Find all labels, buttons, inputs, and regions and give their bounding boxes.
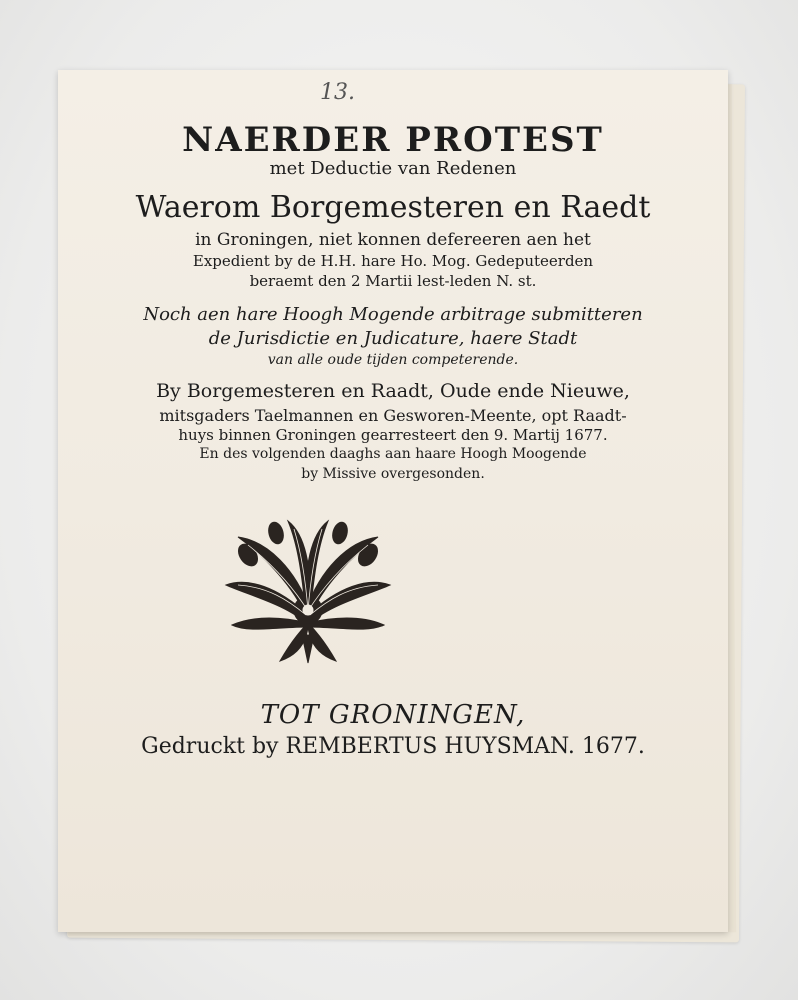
subtitle-line-1: met Deductie van Redenen (269, 158, 517, 179)
title-page (58, 70, 728, 932)
subtitle-line-5: beraemt den 2 Martii lest-leden N. st. (249, 272, 537, 290)
imprint-printer: Gedruckt by REMBERTUS HUYSMAN. 1677. (141, 734, 645, 759)
page-title: NAERDER PROTEST (182, 120, 604, 160)
subtitle-line-3: in Groningen, niet konnen defereeren aen het (195, 230, 591, 250)
floral-vignette-icon (218, 515, 398, 665)
italic-line-3: van alle oude tijden competerende. (267, 352, 519, 368)
italic-line-2: de Jurisdictie en Judicature, haere Stadt (208, 328, 578, 349)
authority-line-1: By Borgemesteren en Raadt, Oude ende Nieuwe, (156, 380, 630, 402)
pencil-annotation: 13. (320, 80, 355, 105)
authority-line-3: huys binnen Groningen gearresteert den 9. Martij 1677. (178, 426, 608, 444)
subtitle-line-4: Expedient by de H.H. hare Ho. Mog. Gedeputeerden (192, 252, 594, 270)
subtitle-line-2: Waerom Borgemesteren en Raedt (135, 190, 651, 225)
authority-line-2: mitsgaders Taelmannen en Gesworen-Meente, opt Raadt- (159, 406, 627, 425)
imprint-place: TOT GRONINGEN, (260, 700, 526, 730)
italic-line-1: Noch aen hare Hoogh Mogende arbitrage submitteren (143, 304, 643, 325)
authority-line-5: by Missive overgesonden. (301, 466, 485, 482)
authority-line-4: En des volgenden daaghs aan haare Hoogh Moogende (199, 446, 587, 462)
